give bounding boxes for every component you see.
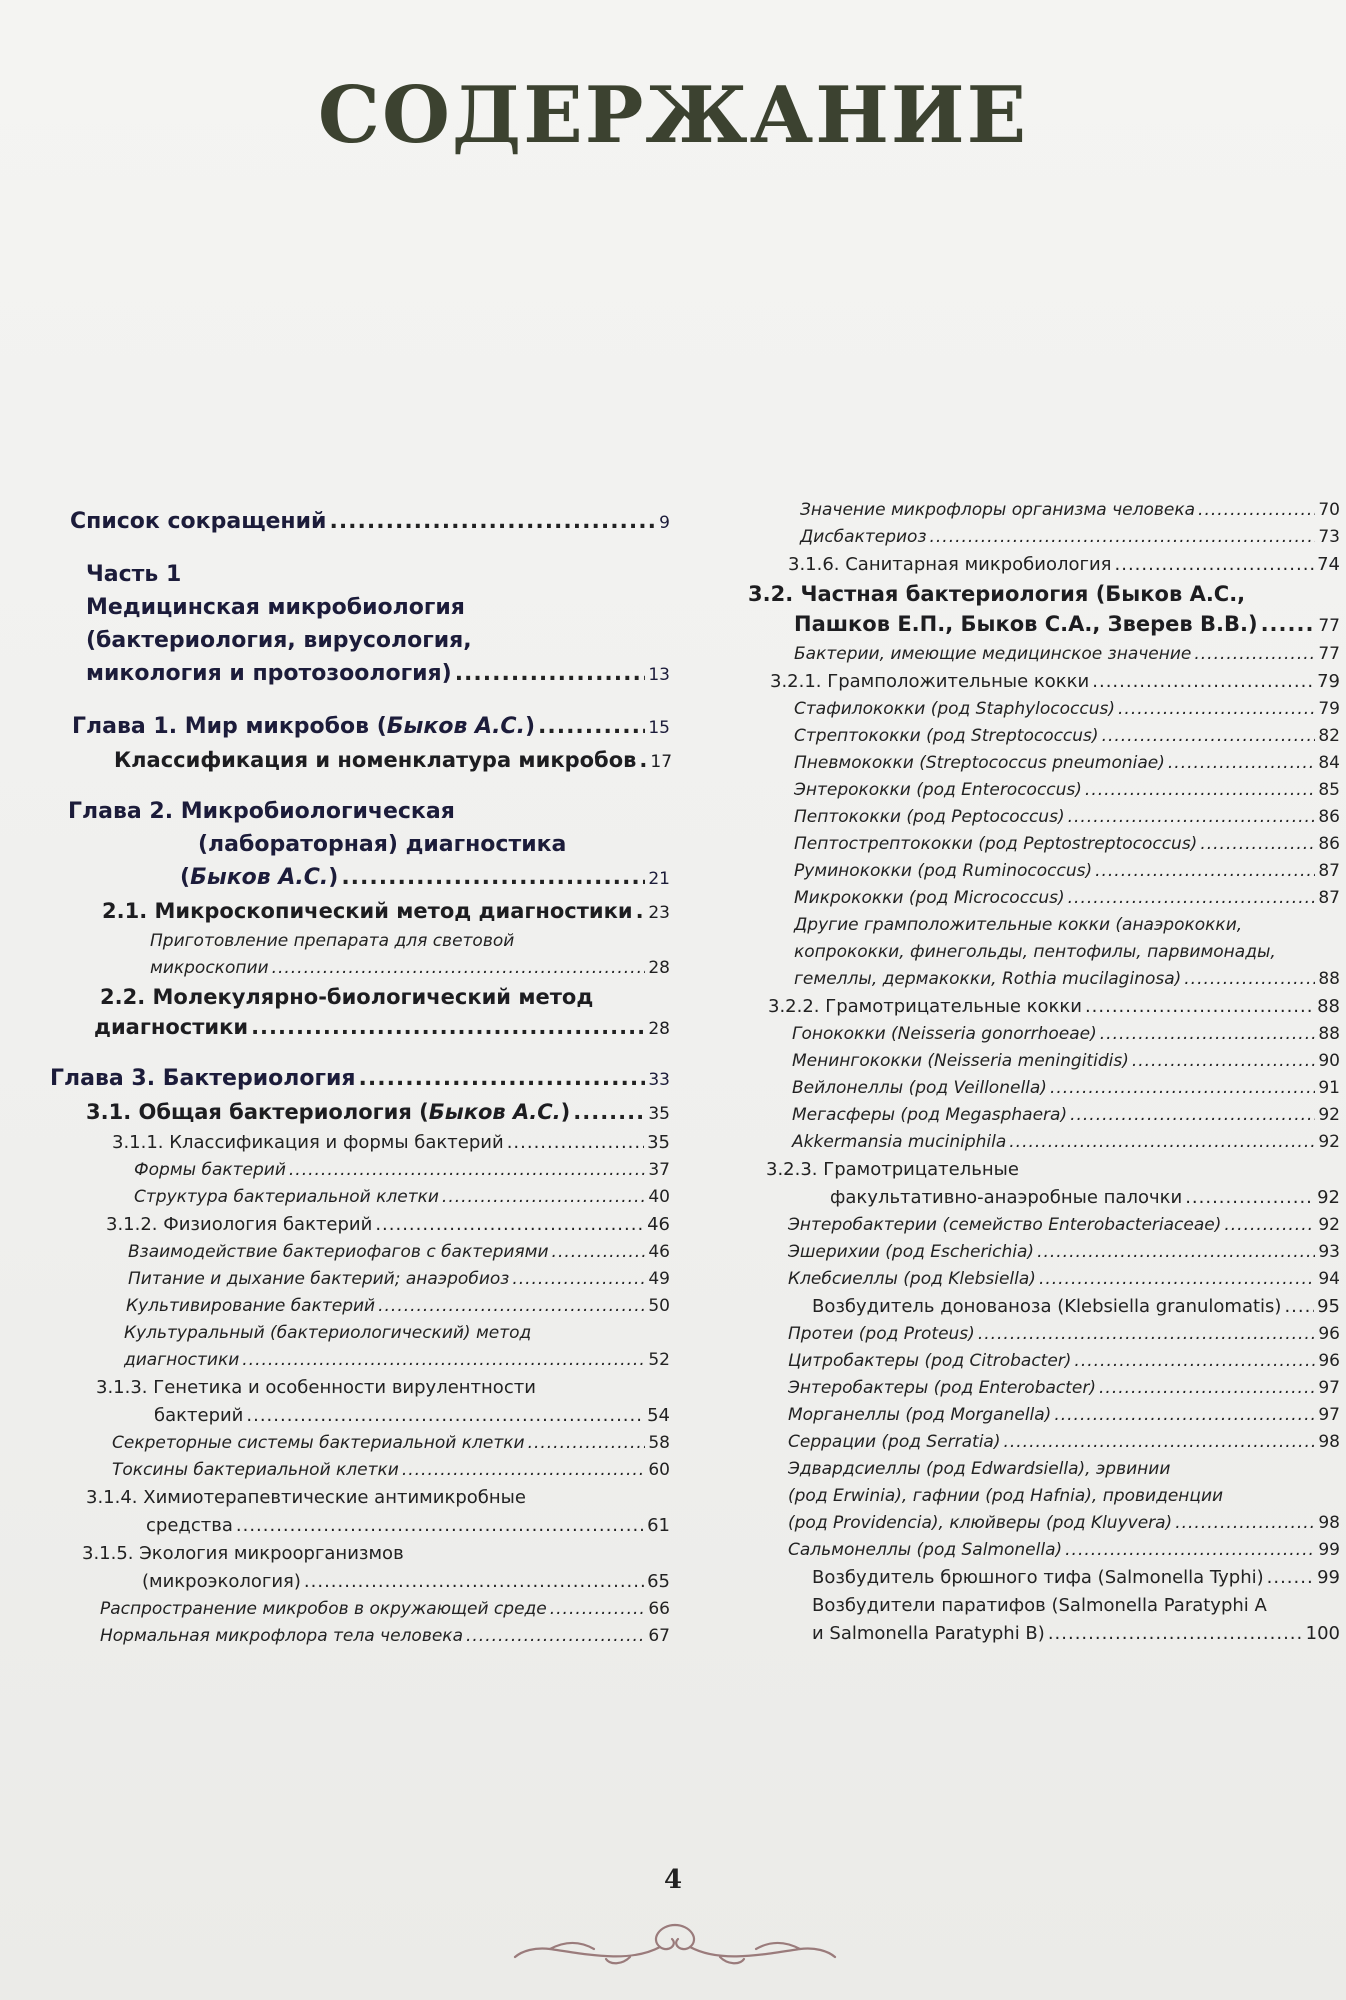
- toc-entry[interactable]: [50, 1293, 670, 1320]
- toc-entry-title: Морганеллы (род Morganella): [788, 1405, 1052, 1425]
- toc-page-number: 88: [1317, 996, 1340, 1017]
- toc-page-number: 77: [1318, 644, 1340, 664]
- toc-page-number: 88: [1318, 1024, 1340, 1044]
- toc-page-number: 50: [648, 1296, 670, 1316]
- toc-entry-title: Микрококки (род Micrococcus): [794, 888, 1065, 908]
- toc-entry[interactable]: [50, 896, 670, 928]
- leader-dots: [1068, 885, 1316, 912]
- leader-dots: [1118, 696, 1315, 723]
- toc-page-number: 67: [648, 1626, 670, 1646]
- leader-dots: [304, 1568, 644, 1596]
- toc-page-number: 96: [1318, 1351, 1340, 1371]
- toc-entry[interactable]: [50, 1184, 670, 1211]
- toc-entry[interactable]: [740, 750, 1340, 777]
- toc-entry-title: Значение микрофлоры организма человека: [800, 500, 1196, 520]
- leader-dots: [1050, 1075, 1315, 1102]
- toc-entry-line: Глава 2. Микробиологическая: [68, 799, 455, 824]
- toc-entry[interactable]: [740, 858, 1340, 885]
- toc-page-number: 17: [650, 752, 673, 772]
- toc-entry-title: Токсины бактериальной клетки: [112, 1460, 399, 1480]
- leader-dots: [528, 1430, 646, 1457]
- toc-entry-line: 3.1.4. Химиотерапевтические антимикробные: [86, 1487, 526, 1508]
- toc-entry[interactable]: [740, 524, 1340, 551]
- leader-dots: [507, 1129, 644, 1157]
- toc-page-number: 13: [648, 665, 670, 685]
- toc-page-number: 96: [1318, 1324, 1340, 1344]
- toc-entry[interactable]: [740, 696, 1340, 723]
- leader-dots: [1037, 1239, 1315, 1266]
- leader-dots: [289, 1157, 645, 1184]
- toc-entry[interactable]: [740, 1592, 1340, 1648]
- toc-entry-title: 3.2.2. Грамотрицательные кокки: [768, 996, 1082, 1017]
- toc-entry-line: копрококки, финегольды, пентофилы, парвимонады,: [794, 942, 1276, 962]
- toc-page-number: 9: [659, 513, 670, 533]
- toc-entry[interactable]: [50, 1596, 670, 1623]
- leader-dots: [1224, 1212, 1315, 1239]
- toc-entry-line: 3.1.3. Генетика и особенности вирулентности: [96, 1377, 536, 1398]
- toc-page-number: 100: [1305, 1623, 1340, 1644]
- toc-entry-title: Глава 3. Бактериология: [50, 1066, 356, 1091]
- toc-page-number: 35: [648, 1104, 670, 1124]
- toc-entry-title: Цитробактеры (род Citrobacter): [788, 1351, 1072, 1371]
- toc-entry[interactable]: [50, 1484, 670, 1540]
- toc-entry-line: (бактериология, вирусология,: [86, 628, 472, 653]
- toc-page-number: 28: [648, 958, 670, 978]
- toc-page-number: 92: [1318, 1132, 1340, 1152]
- toc-entry[interactable]: [50, 558, 670, 692]
- leader-dots: [272, 955, 646, 982]
- toc-page-number: 97: [1318, 1378, 1340, 1398]
- toc-entry[interactable]: [740, 1348, 1340, 1375]
- leader-dots: [455, 657, 646, 690]
- toc-entry-title: Список сокращений: [70, 509, 327, 534]
- toc-entry-title: 3.1.1. Классификация и формы бактерий: [112, 1132, 504, 1153]
- toc-right-column: [740, 497, 1340, 1648]
- leader-dots: [1003, 1429, 1315, 1456]
- toc-entry-title: Классификация и номенклатура микробов: [114, 748, 637, 772]
- toc-entry[interactable]: [50, 710, 670, 745]
- toc-entry-title: Энтеробактеры (род Enterobacter): [788, 1378, 1097, 1398]
- toc-page-number: 99: [1318, 1540, 1340, 1560]
- toc-entry[interactable]: [740, 993, 1340, 1021]
- toc-entry-title: Серрации (род Serratia): [788, 1432, 1001, 1452]
- toc-entry-title: (микроэкология): [142, 1571, 301, 1592]
- toc-entry-title: Глава 1. Мир микробов (Быков А.С.): [72, 714, 535, 739]
- leader-dots: [978, 1321, 1316, 1348]
- toc-entry-author: Быков А.С.: [386, 714, 525, 739]
- toc-entry-title: Стафилококки (род Staphylococcus): [794, 699, 1116, 719]
- toc-page-number: 15: [648, 718, 670, 738]
- toc-entry[interactable]: [740, 723, 1340, 750]
- toc-entry-title: Akkermansia muciniphila: [792, 1132, 1007, 1152]
- toc-entry-line: 3.2.3. Грамотрицательные: [766, 1159, 1019, 1180]
- leader-dots: [1068, 804, 1316, 831]
- toc-entry-title: Питание и дыхание бактерий; анаэробиоз: [128, 1269, 510, 1289]
- toc-entry[interactable]: [50, 1430, 670, 1457]
- leader-dots: [573, 1097, 645, 1127]
- toc-entry[interactable]: [740, 1429, 1340, 1456]
- toc-entry-title: и Salmonella Paratyphi B): [812, 1623, 1045, 1644]
- leader-dots: [636, 896, 646, 926]
- leader-dots: [552, 1239, 646, 1266]
- page-number: 4: [663, 1865, 683, 1895]
- leader-dots: [1194, 641, 1315, 668]
- toc-entry-title: Эшерихии (род Escherichia): [788, 1242, 1035, 1262]
- toc-entry-title: 3.1.6. Санитарная микробиология: [788, 554, 1112, 575]
- toc-page-number: 23: [648, 903, 670, 923]
- toc-page-number: 92: [1317, 1187, 1340, 1208]
- toc-page-number: 33: [648, 1070, 670, 1090]
- toc-entry-author: Быков А.С.: [190, 865, 329, 890]
- toc-entry[interactable]: [740, 1564, 1340, 1592]
- toc-entry-title: Стрептококки (род Streptococcus): [794, 726, 1099, 746]
- leader-dots: [378, 1293, 645, 1320]
- toc-entry-title: Энтеробактерии (семейство Enterobacteriaceae): [788, 1215, 1222, 1235]
- leader-dots: [1168, 750, 1315, 777]
- toc-entry-line: Другие грамположительные кокки (анаэрококки,: [794, 915, 1243, 935]
- leader-dots: [442, 1184, 645, 1211]
- toc-entry[interactable]: [740, 1156, 1340, 1212]
- leader-dots: [1284, 1293, 1314, 1321]
- toc-entry[interactable]: [50, 1320, 670, 1374]
- toc-entry[interactable]: [740, 831, 1340, 858]
- toc-entry-line: (лабораторная) диагностика: [198, 832, 567, 857]
- leader-dots: [329, 505, 656, 538]
- toc-entry-title: Культивирование бактерий: [126, 1296, 376, 1316]
- leader-dots: [236, 1512, 644, 1540]
- toc-page-number: 86: [1318, 834, 1340, 854]
- toc-entry-title: Пептококки (род Peptococcus): [794, 807, 1065, 827]
- toc-entry-line: Часть 1: [86, 562, 182, 587]
- toc-entry[interactable]: [740, 641, 1340, 668]
- leader-dots: [930, 524, 1316, 551]
- toc-entry-title: диагностики: [124, 1350, 240, 1370]
- toc-entry-title: гемеллы, дермакокки, Rothia mucilaginosa): [794, 969, 1182, 989]
- toc-entry[interactable]: [740, 912, 1340, 993]
- leader-dots: [1095, 858, 1315, 885]
- leader-dots: [375, 1211, 644, 1239]
- toc-left-column: [50, 505, 673, 1650]
- toc-entry-title: Клебсиеллы (род Klebsiella): [788, 1269, 1036, 1289]
- leader-dots: [1185, 1184, 1314, 1212]
- toc-entry-title: Протеи (род Proteus): [788, 1324, 975, 1344]
- toc-entry[interactable]: [50, 1157, 670, 1184]
- toc-entry-title: Пептострептококки (род Peptostreptococcus): [794, 834, 1198, 854]
- toc-entry[interactable]: [740, 668, 1340, 696]
- toc-entry-title: 3.1. Общая бактериология (Быков А.С.): [86, 1100, 571, 1124]
- toc-entry-title: микология и протозоология): [86, 661, 452, 686]
- toc-entry-title: 3.1.2. Физиология бактерий: [106, 1214, 373, 1235]
- toc-entry-line: Возбудители паратифов (Salmonella Paratyphi A: [812, 1595, 1267, 1616]
- toc-entry-title: средства: [146, 1515, 233, 1536]
- leader-dots: [639, 745, 647, 775]
- toc-entry[interactable]: [50, 1062, 670, 1097]
- leader-dots: [1102, 723, 1316, 750]
- leader-dots: [1184, 966, 1315, 993]
- toc-entry-title: Возбудитель брюшного тифа (Salmonella Typhi): [812, 1567, 1264, 1588]
- toc-entry[interactable]: [50, 1097, 670, 1129]
- toc-page-number: 98: [1318, 1432, 1340, 1452]
- toc-entry-title: Руминококки (род Ruminococcus): [794, 861, 1093, 881]
- toc-page-number: 85: [1318, 780, 1340, 800]
- toc-entry-author: Быков А.С.: [428, 1100, 561, 1124]
- toc-entry[interactable]: [740, 1537, 1340, 1564]
- toc-page-number: 65: [647, 1571, 670, 1592]
- leader-dots: [1132, 1048, 1316, 1075]
- toc-entry-line: Приготовление препарата для световой: [150, 931, 515, 951]
- toc-entry[interactable]: [740, 885, 1340, 912]
- toc-entry[interactable]: [740, 1239, 1340, 1266]
- toc-entry[interactable]: [50, 1129, 670, 1157]
- toc-page-number: 92: [1318, 1105, 1340, 1125]
- leader-dots: [1085, 993, 1314, 1021]
- toc-page-number: 66: [648, 1599, 670, 1619]
- toc-entry-title: микроскопии: [150, 958, 269, 978]
- toc-page-number: 82: [1318, 726, 1340, 746]
- toc-page-number: 79: [1318, 699, 1340, 719]
- toc-entry-title: факультативно-анаэробные палочки: [830, 1187, 1183, 1208]
- toc-entry-line: Культуральный (бактериологический) метод: [124, 1323, 532, 1343]
- toc-entry[interactable]: [740, 1021, 1340, 1048]
- toc-page-number: 70: [1318, 500, 1340, 520]
- toc-entry[interactable]: [740, 1456, 1340, 1537]
- toc-page-number: 74: [1317, 554, 1340, 575]
- toc-page-number: 46: [648, 1242, 670, 1262]
- toc-entry-title: (род Providencia), клюйверы (род Kluyvera): [788, 1513, 1173, 1533]
- toc-entry[interactable]: [740, 1266, 1340, 1293]
- page-title: СОДЕРЖАНИЕ: [317, 70, 1029, 161]
- toc-entry-title: Структура бактериальной клетки: [134, 1187, 439, 1207]
- toc-page-number: 87: [1318, 861, 1340, 881]
- leader-dots: [1065, 1537, 1315, 1564]
- leader-dots: [466, 1623, 645, 1650]
- toc-page-number: 49: [648, 1269, 670, 1289]
- toc-entry[interactable]: [740, 551, 1340, 579]
- toc-entry[interactable]: [740, 1102, 1340, 1129]
- leader-dots: [538, 710, 645, 743]
- toc-entry-title: Нормальная микрофлора тела человека: [100, 1626, 463, 1646]
- toc-entry-line: 3.1.5. Экология микроорганизмов: [82, 1543, 404, 1564]
- toc-page-number: 40: [648, 1187, 670, 1207]
- toc-entry[interactable]: [740, 579, 1340, 641]
- toc-entry-title: Формы бактерий: [134, 1160, 286, 1180]
- leader-dots: [1261, 609, 1316, 639]
- leader-dots: [242, 1347, 645, 1374]
- toc-entry-line: 3.2. Частная бактериология (Быков А.С.,: [748, 582, 1246, 606]
- toc-entry[interactable]: [50, 1374, 670, 1430]
- toc-entry[interactable]: [740, 497, 1340, 524]
- toc-entry-title: Пашков Е.П., Быков С.А., Зверев В.В.): [794, 612, 1258, 636]
- toc-entry[interactable]: [50, 1457, 670, 1484]
- leader-dots: [512, 1266, 645, 1293]
- leader-dots: [1092, 668, 1314, 696]
- leader-dots: [1099, 1375, 1315, 1402]
- toc-entry[interactable]: [50, 1266, 670, 1293]
- toc-entry-title: Сальмонеллы (род Salmonella): [788, 1540, 1063, 1560]
- toc-page-number: 93: [1318, 1242, 1340, 1262]
- toc-entry[interactable]: [50, 928, 670, 982]
- toc-entry-title: Возбудитель донованоза (Klebsiella granulomatis): [812, 1296, 1282, 1317]
- leader-dots: [1039, 1266, 1315, 1293]
- toc-entry-title: 2.1. Микроскопический метод диагностики: [102, 899, 633, 923]
- toc-entry[interactable]: [50, 1540, 670, 1596]
- toc-page-number: 88: [1318, 969, 1340, 989]
- toc-page-number: 91: [1318, 1078, 1340, 1098]
- leader-dots: [402, 1457, 646, 1484]
- toc-entry-line: Эдвардсиеллы (род Edwardsiella), эрвинии: [788, 1459, 1171, 1479]
- leader-dots: [1070, 1102, 1315, 1129]
- toc-entry[interactable]: [740, 1048, 1340, 1075]
- toc-entry[interactable]: [740, 1075, 1340, 1102]
- toc-page-number: 90: [1318, 1051, 1340, 1071]
- toc-entry[interactable]: [50, 1239, 670, 1266]
- toc-entry[interactable]: [50, 745, 673, 777]
- toc-entry[interactable]: [50, 505, 670, 540]
- leader-dots: [550, 1596, 646, 1623]
- toc-page-number: 52: [648, 1350, 670, 1370]
- toc-entry-title: Секреторные системы бактериальной клетки: [112, 1433, 525, 1453]
- toc-entry-title: Менингококки (Neisseria meningitidis): [792, 1051, 1129, 1071]
- toc-page-number: 21: [648, 869, 670, 889]
- leader-dots: [1200, 831, 1315, 858]
- leader-dots: [1267, 1564, 1314, 1592]
- toc-page-number: 94: [1318, 1269, 1340, 1289]
- toc-entry-title: Взаимодействие бактериофагов с бактериями: [128, 1242, 549, 1262]
- toc-page-number: 28: [648, 1019, 670, 1039]
- toc-entry-title: Мегасферы (род Megasphaera): [792, 1105, 1068, 1125]
- toc-page-number: 58: [648, 1433, 670, 1453]
- toc-entry[interactable]: [740, 777, 1340, 804]
- toc-page-number: 61: [647, 1515, 670, 1536]
- toc-page-number: 87: [1318, 888, 1340, 908]
- toc-page-number: 97: [1318, 1405, 1340, 1425]
- toc-page-number: 54: [647, 1405, 670, 1426]
- leader-dots: [359, 1062, 646, 1095]
- toc-entry[interactable]: [740, 1293, 1340, 1321]
- toc-entry-title: Распространение микробов в окружающей среде: [100, 1599, 547, 1619]
- toc-entry-title: Бактерии, имеющие медицинское значение: [794, 644, 1192, 664]
- toc-page-number: 79: [1317, 671, 1340, 692]
- toc-entry[interactable]: [740, 1129, 1340, 1156]
- leader-dots: [1074, 1348, 1315, 1375]
- toc-page-number: 60: [648, 1460, 670, 1480]
- toc-entry[interactable]: [50, 795, 670, 896]
- toc-entry-title: Дисбактериоз: [800, 527, 927, 547]
- leader-dots: [1048, 1620, 1303, 1648]
- toc-page-number: 92: [1318, 1215, 1340, 1235]
- toc-entry[interactable]: [740, 1375, 1340, 1402]
- leader-dots: [1100, 1021, 1316, 1048]
- toc-page-number: 86: [1318, 807, 1340, 827]
- leader-dots: [1009, 1129, 1315, 1156]
- toc-entry-title: Вейлонеллы (род Veillonella): [792, 1078, 1047, 1098]
- toc-entry-line: Медицинская микробиология: [86, 595, 465, 620]
- toc-entry[interactable]: [740, 1212, 1340, 1239]
- toc-page-number: 46: [647, 1214, 670, 1235]
- leader-dots: [246, 1402, 644, 1430]
- toc-page-number: 35: [647, 1132, 670, 1153]
- leader-dots: [1054, 1402, 1315, 1429]
- toc-entry-title: Энтерококки (род Enterococcus): [794, 780, 1082, 800]
- toc-page-number: 95: [1317, 1296, 1340, 1317]
- toc-entry[interactable]: [50, 982, 670, 1044]
- toc-entry[interactable]: [740, 1402, 1340, 1429]
- toc-page-number: 77: [1318, 616, 1340, 636]
- toc-entry-title: Гонококки (Neisseria gonorrhoeae): [792, 1024, 1097, 1044]
- toc-page-number: 98: [1318, 1513, 1340, 1533]
- toc-entry[interactable]: [740, 804, 1340, 831]
- toc-page-number: 37: [648, 1160, 670, 1180]
- toc-entry[interactable]: [50, 1211, 670, 1239]
- toc-entry-title: Пневмококки (Streptococcus pneumoniae): [794, 753, 1165, 773]
- toc-entry[interactable]: [50, 1623, 670, 1650]
- toc-page-number: 84: [1318, 753, 1340, 773]
- toc-page-number: 73: [1318, 527, 1340, 547]
- toc-entry-title: диагностики: [94, 1015, 249, 1039]
- leader-dots: [341, 861, 645, 894]
- flourish-ornament-icon: [510, 1905, 840, 1975]
- toc-entry-line: (род Erwinia), гафнии (род Hafnia), провиденции: [788, 1486, 1224, 1506]
- leader-dots: [251, 1012, 645, 1042]
- toc-entry-line: 2.2. Молекулярно-биологический метод: [100, 985, 594, 1009]
- toc-page-number: 99: [1317, 1567, 1340, 1588]
- toc-entry-title: бактерий: [154, 1405, 244, 1426]
- toc-entry-title: 3.2.1. Грамположительные кокки: [770, 671, 1090, 692]
- leader-dots: [1085, 777, 1315, 804]
- leader-dots: [1175, 1510, 1315, 1537]
- toc-entry-title: (Быков А.С.): [180, 865, 339, 890]
- leader-dots: [1198, 497, 1315, 524]
- toc-entry[interactable]: [740, 1321, 1340, 1348]
- leader-dots: [1115, 551, 1315, 579]
